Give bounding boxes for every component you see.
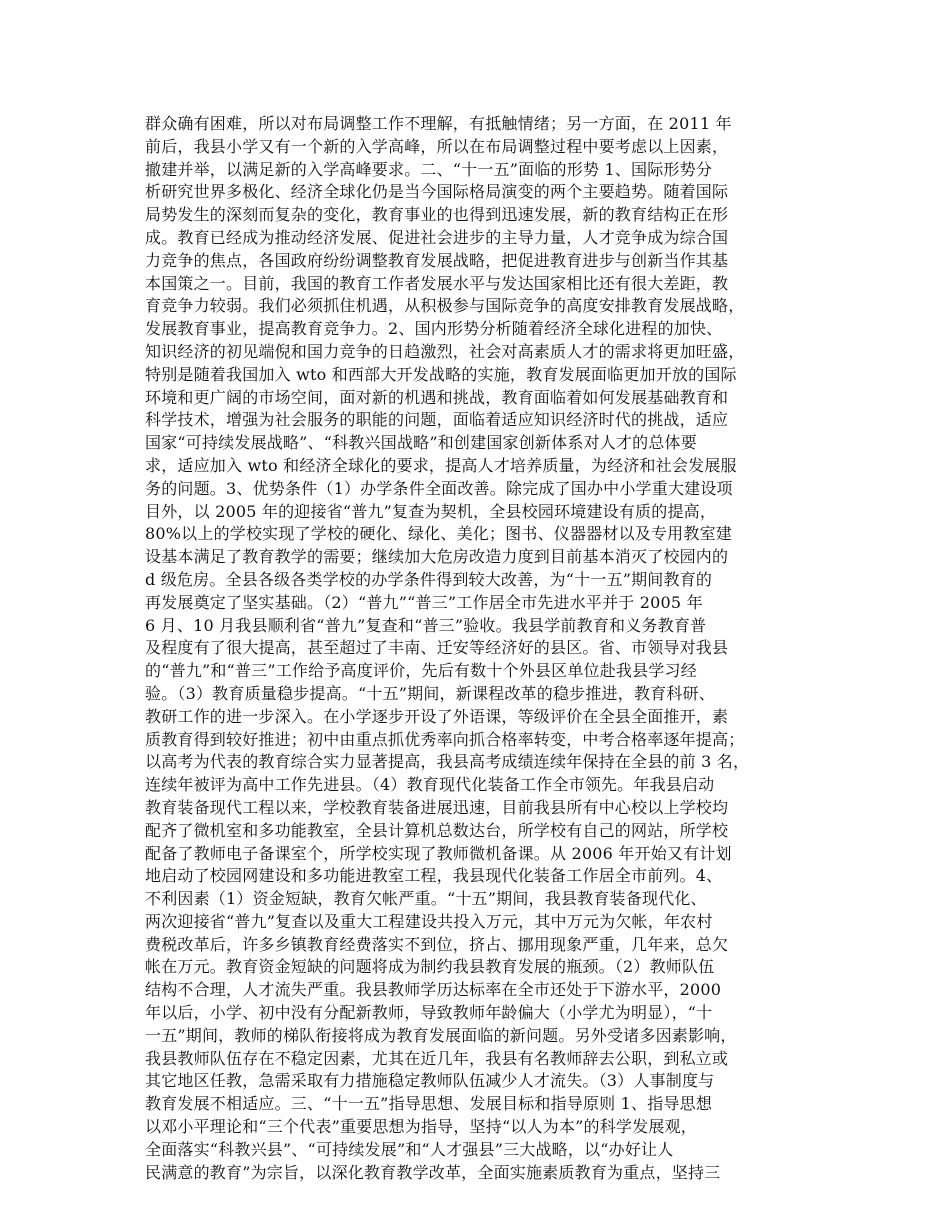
text-line: 目外，以 2005 年的迎接省“普九”复查为契机，全县校园环境建设有质的提高，: [145, 501, 717, 521]
text-line: 析研究世界多极化、经济全球化仍是当今国际格局演变的两个主要趋势。随着国际: [145, 182, 729, 202]
text-line: 配备了教师电子备课室个，所学校实现了教师微机备课。从 2006 年开始又有计划: [145, 843, 732, 863]
text-line: 连续年被评为高中工作先进县。（4）教育现代化装备工作全市领先。年我县启动: [145, 775, 715, 795]
text-line: 全面落实“科教兴县”、“可持续发展”和“人才强县”三大战略，以“办好让人: [145, 1139, 674, 1159]
text-line: 以邓小平理论和“三个代表”重要思想为指导，坚持“以人为本”的科学发展观，: [145, 1117, 697, 1137]
text-line: 教育装备现代工程以来，学校教育装备进展迅速，目前我县所有中心校以上学校均: [145, 797, 729, 817]
text-line: 配齐了微机室和多功能教室，全县计算机总数达台，所学校有自己的网站，所学校: [145, 820, 729, 840]
text-line: 撤建并举，以满足新的入学高峰要求。二、“十一五”面临的形势 1、国际形势分: [145, 159, 713, 179]
text-line: 特别是随着我国加入 wto 和西部大开发战略的实施，教育发展面临更加开放的国际: [145, 364, 737, 384]
document-body-text: [145, 113, 805, 1184]
text-line: 国家“可持续发展战略”、“科教兴国战略”和创建国家创新体系对人才的总体要: [145, 433, 697, 453]
text-line: 力竞争的焦点，各国政府纷纷调整教育发展战略，把促进教育进步与创新当作其基: [145, 250, 729, 270]
text-line: 年以后，小学、初中没有分配新教师，导致教师年龄偏大（小学尤为明显），“十: [145, 1003, 713, 1023]
text-line: 质教育得到较好推进；初中由重点抓优秀率向抓合格率转变，中考合格率逐年提高；: [145, 729, 745, 749]
text-line: 的“普九”和“普三”工作给予高度评价，先后有数十个外县区单位赴我县学习经: [145, 661, 697, 681]
text-line: 成。教育已经成为推动经济发展、促进社会进步的主导力量，人才竞争成为综合国: [145, 227, 729, 247]
text-line: 结构不合理，人才流失严重。我县教师学历达标率在全市还处于下游水平，2000: [145, 980, 722, 1000]
text-line: 两次迎接省“普九”复查以及重大工程建设共投入万元，其中万元为欠帐，年农村: [145, 911, 713, 931]
text-line: 育竞争力较弱。我们必须抓住机遇，从积极参与国际竞争的高度安排教育发展战略，: [145, 296, 745, 316]
text-line: d 级危房。全县各级各类学校的办学条件得到较大改善，为“十一五”期间教育的: [145, 569, 713, 589]
text-line: 地启动了校园网建设和多功能进教室工程，我县现代化装备工作居全市前列。4、: [145, 866, 723, 886]
text-line: 科学技术，增强为社会服务的职能的问题，面临着适应知识经济时代的挑战，适应: [145, 410, 729, 430]
text-line: 不利因素（1）资金短缺，教育欠帐严重。“十五”期间，我县教育装备现代化、: [145, 889, 707, 909]
text-line: 知识经济的初见端倪和国力竞争的日趋激烈，社会对高素质人才的需求将更加旺盛，: [145, 341, 745, 361]
text-line: 环境和更广阔的市场空间，面对新的机遇和挑战，教育面临着如何发展基础教育和: [145, 387, 729, 407]
text-line: 费税改革后，许多乡镇教育经费落实不到位，挤占、挪用现象严重，几年来，总欠: [145, 934, 729, 954]
text-line: 以高考为代表的教育综合实力显著提高，我县高考成绩连续年保持在全县的前 3 名，: [145, 752, 750, 772]
text-line: 验。（3）教育质量稳步提高。“十五”期间，新课程改革的稳步推进，教育科研、: [145, 683, 715, 703]
text-line: 务的问题。3、优势条件（1）办学条件全面改善。除完成了国办中小学重大建设项: [145, 478, 733, 498]
text-line: 本国策之一。目前，我国的教育工作者发展水平与发达国家相比还有很大差距，教: [145, 273, 729, 293]
text-line: 求，适应加入 wto 和经济全球化的要求，提高人才培养质量，为经济和社会发展服: [145, 455, 737, 475]
text-line: 教育发展不相适应。三、“十一五”指导思想、发展目标和指导原则 1、指导思想: [145, 1094, 713, 1114]
text-line: 民满意的教育”为宗旨，以深化教育教学改革，全面实施素质教育为重点，坚持三: [145, 1162, 721, 1182]
text-line: 其它地区任教，急需采取有力措施稳定教师队伍减少人才流失。（3）人事制度与: [145, 1071, 715, 1091]
text-line: 局势发生的深刻而复杂的变化，教育事业的也得到迅速发展，新的教育结构正在形: [145, 205, 729, 225]
text-line: 80%以上的学校实现了学校的硬化、绿化、美化；图书、仪器器材以及专用教室建: [145, 524, 732, 544]
text-line: 设基本满足了教育教学的需要；继续加大危房改造力度到目前基本消灭了校园内的: [145, 547, 729, 567]
text-line: 再发展奠定了坚实基础。（2）“普九”“普三”工作居全市先进水平并于 2005 年: [145, 592, 703, 612]
text-line: 帐在万元。教育资金短缺的问题将成为制约我县教育发展的瓶颈。（2）教师队伍: [145, 957, 715, 977]
text-line: 教研工作的进一步深入。在小学逐步开设了外语课，等级评价在全县全面推开，素: [145, 706, 729, 726]
text-line: 我县教师队伍存在不稳定因素，尤其在近几年，我县有名教师辞去公职，到私立或: [145, 1048, 729, 1068]
text-line: 群众确有困难，所以对布局调整工作不理解，有抵触情绪；另一方面，在 2011 年: [145, 114, 732, 133]
text-line: 一五”期间，教师的梯队衔接将成为教育发展面临的新问题。另外受诸多因素影响，: [145, 1025, 737, 1045]
text-line: 前后，我县小学又有一个新的入学高峰，所以在布局调整过程中要考虑以上因素，: [145, 136, 729, 156]
text-line: 6 月、10 月我县顺利省“普九”复查和“普三”验收。我县学前教育和义务教育普: [145, 615, 707, 635]
text-line: 及程度有了很大提高，甚至超过了丰南、迁安等经济好的县区。省、市领导对我县: [145, 638, 729, 658]
text-line: 发展教育事业，提高教育竞争力。2、国内形势分析随着经济全球化进程的加快、: [145, 319, 723, 339]
